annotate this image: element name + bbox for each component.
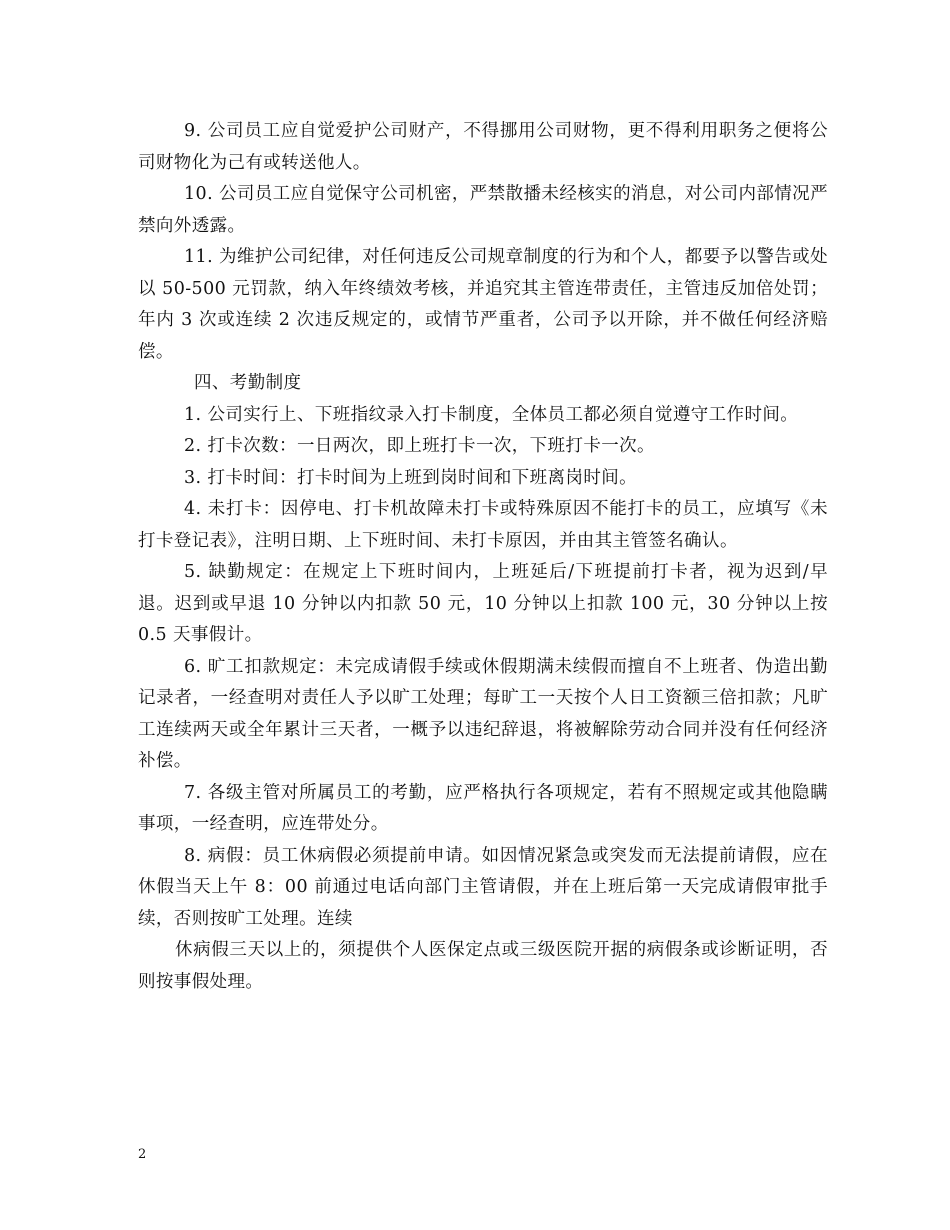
- paragraph-attendance-5: 5. 缺勤规定：在规定上下班时间内，上班延后/下班提前打卡者，视为迟到/早退。迟到或早退 10 分钟以内扣款 50 元，10 分钟以上扣款 100 元，30 分钟以上按 0.5 天事假计。: [138, 562, 828, 645]
- paragraph-attendance-8: 8. 病假：员工休病假必须提前申请。如因情况紧急或突发而无法提前请假，应在休假当天上午 8：00 前通过电话向部门主管请假，并在上班后第一天完成请假审批手续，否则按旷工处理。连续: [138, 845, 828, 929]
- paragraph-attendance-4: 4. 未打卡：因停电、打卡机故障未打卡或特殊原因不能打卡的员工，应填写《未打卡登记表》，注明日期、上下班时间、未打卡原因，并由其主管签名确认。: [138, 499, 828, 551]
- section-heading-attendance: 四、考勤制度: [194, 373, 302, 393]
- paragraph-attendance-1: 1. 公司实行上、下班指纹录入打卡制度，全体员工都必须自觉遵守工作时间。: [184, 404, 799, 425]
- paragraph-item-11: 11. 为维护公司纪律，对任何违反公司规章制度的行为和个人，都要予以警告或处以 50-500 元罚款，纳入年终绩效考核，并追究其主管连带责任，主管违反加倍处罚；年内 3 次或连续 2 次违反规定的，或情节严重者，公司予以开除，并不做任何经济赔偿。: [138, 247, 828, 362]
- paragraph-item-9: 9. 公司员工应自觉爱护公司财产，不得挪用公司财物，更不得利用职务之便将公司财物化为己有或转送他人。: [138, 121, 828, 173]
- paragraph-attendance-3: 3. 打卡时间：打卡时间为上班到岗时间和下班离岗时间。: [184, 467, 638, 488]
- document-body: [138, 116, 828, 998]
- paragraph-attendance-7: 7. 各级主管对所属员工的考勤，应严格执行各项规定，若有不照规定或其他隐瞒事项，一经查明，应连带处分。: [138, 782, 828, 834]
- paragraph-attendance-2: 2. 打卡次数：一日两次，即上班打卡一次，下班打卡一次。: [184, 436, 655, 456]
- page-number: 2: [138, 1147, 147, 1162]
- paragraph-attendance-6: 6. 旷工扣款规定：未完成请假手续或休假期满未续假而擅自不上班者、伪造出勤记录者，一经查明对责任人予以旷工处理；每旷工一天按个人日工资额三倍扣款；凡旷工连续两天或全年累计三天者，一概予以违纪辞退，将被解除劳动合同并没有任何经济补偿。: [138, 656, 828, 771]
- paragraph-item-10: 10. 公司员工应自觉保守公司机密，严禁散播未经核实的消息，对公司内部情况严禁向外透露。: [138, 184, 828, 236]
- paragraph-sick-leave-continued: 休病假三天以上的，须提供个人医保定点或三级医院开据的病假条或诊断证明，否则按事假处理。: [138, 940, 828, 992]
